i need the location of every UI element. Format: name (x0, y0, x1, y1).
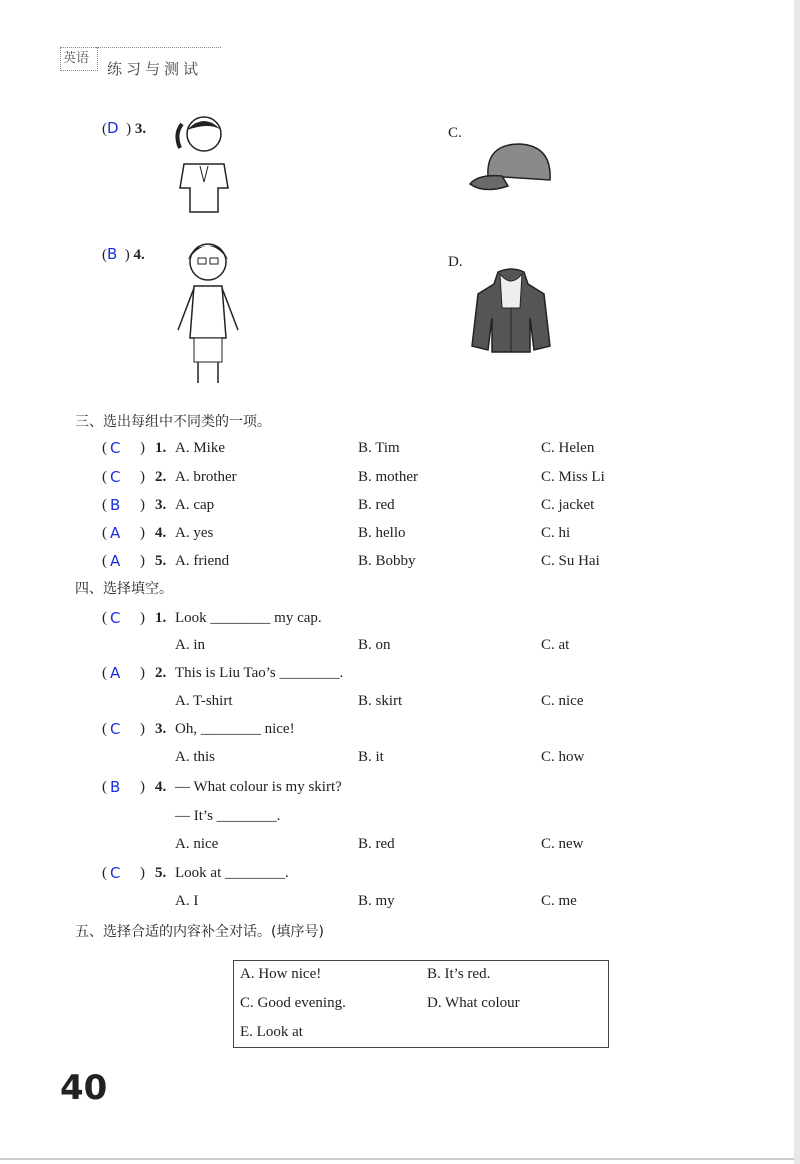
item-number: 4. (133, 247, 145, 263)
option-a: A. Mike (175, 440, 225, 456)
word-bank-option: B. It’s red. (427, 966, 491, 982)
answer: D (107, 119, 119, 137)
question-text: Look ________ my cap. (175, 610, 322, 626)
jacket-icon (470, 268, 552, 356)
option-a: A. friend (175, 553, 230, 569)
option-b: B. Tim (358, 440, 400, 456)
header-title: 练习与测试 (107, 60, 203, 78)
paren-close: ) (140, 497, 145, 513)
answer: B (110, 496, 121, 514)
item-number: 1. (155, 610, 167, 626)
option-a: A. in (175, 637, 205, 653)
option-c: C. nice (541, 693, 584, 709)
question-text: Look at ________. (175, 865, 289, 881)
option-b: B. mother (358, 469, 418, 485)
option-c: C. Miss Li (541, 469, 605, 485)
answer: A (110, 552, 121, 570)
question-text: — It’s ________. (175, 808, 281, 824)
page-bottom-edge (0, 1158, 800, 1160)
answer: A (110, 664, 121, 682)
answer: C (110, 439, 121, 457)
word-bank-option: C. Good evening. (240, 995, 346, 1011)
question-text: — What colour is my skirt? (175, 779, 342, 795)
paren-open: ( (102, 497, 107, 513)
paren-open: ( (102, 610, 107, 626)
answer: A (110, 524, 121, 542)
item-number: 3. (134, 121, 147, 137)
option-c: C. how (541, 749, 585, 765)
item-number: 4. (155, 525, 167, 541)
option-c-label: C. (448, 125, 462, 141)
section5-heading: 五、选择合适的内容补全对话。(填序号) (75, 924, 324, 940)
girl-glasses-icon (172, 238, 242, 390)
picture-item-3: (D ) 3. (102, 119, 147, 137)
paren-open: ( (102, 665, 107, 681)
item-number: 5. (155, 865, 167, 881)
option-c: C. new (541, 836, 584, 852)
item-number: 3. (155, 721, 167, 737)
option-c: C. me (541, 893, 577, 909)
paren-close: ) (140, 779, 145, 795)
paren-open: ( (102, 440, 107, 456)
item-number: 2. (155, 665, 167, 681)
cap-icon (468, 140, 554, 196)
option-c: C. hi (541, 525, 571, 541)
paren-open: ( (102, 553, 107, 569)
answer: C (110, 609, 121, 627)
paren-close: ) (140, 610, 145, 626)
option-b: B. my (358, 893, 395, 909)
option-b: B. skirt (358, 693, 403, 709)
option-c: C. jacket (541, 497, 595, 513)
item-number: 1. (155, 440, 167, 456)
option-a: A. this (175, 749, 216, 765)
item-number: 3. (155, 497, 167, 513)
word-bank-option: D. What colour (427, 995, 520, 1011)
girl-ponytail-icon (170, 112, 238, 216)
option-b: B. on (358, 637, 391, 653)
word-bank-option: E. Look at (240, 1024, 303, 1040)
paren-open: ( (102, 865, 107, 881)
option-a: A. nice (175, 836, 219, 852)
option-b: B. it (358, 749, 384, 765)
paren-close: ) (140, 553, 145, 569)
paren-close: ) (140, 525, 145, 541)
item-number: 4. (155, 779, 167, 795)
answer: C (110, 468, 121, 486)
answer: B (107, 245, 118, 263)
section4-heading: 四、选择填空。 (75, 581, 173, 597)
item-number: 2. (155, 469, 167, 485)
answer: C (110, 864, 121, 882)
paren-close: ) (140, 865, 145, 881)
answer: C (110, 720, 121, 738)
option-c: C. at (541, 637, 570, 653)
paren-close: ) (140, 440, 145, 456)
option-a: A. cap (175, 497, 215, 513)
option-b: B. hello (358, 525, 406, 541)
question-text: Oh, ________ nice! (175, 721, 295, 737)
paren-close: ) (140, 469, 145, 485)
header-subject: 英语 (63, 51, 90, 66)
paren-open: ( (102, 469, 107, 485)
paren-close: ) (140, 665, 145, 681)
page-right-edge (794, 0, 800, 1164)
header-dotted-line (96, 47, 221, 48)
picture-item-4: (B ) 4. (102, 245, 145, 263)
paren-open: ( (102, 525, 107, 541)
option-b: B. Bobby (358, 553, 416, 569)
word-bank-option: A. How nice! (240, 966, 322, 982)
option-c: C. Su Hai (541, 553, 600, 569)
option-b: B. red (358, 836, 395, 852)
option-b: B. red (358, 497, 395, 513)
paren-open: ( (102, 779, 107, 795)
item-number: 5. (155, 553, 167, 569)
option-c: C. Helen (541, 440, 595, 456)
page-number: 40 (60, 1068, 108, 1108)
paren-open: ( (102, 721, 107, 737)
option-d-label: D. (448, 254, 463, 270)
answer: B (110, 778, 121, 796)
question-text: This is Liu Tao’s ________. (175, 665, 344, 681)
section3-heading: 三、选出每组中不同类的一项。 (75, 414, 271, 430)
option-a: A. yes (175, 525, 214, 541)
option-a: A. T-shirt (175, 693, 233, 709)
option-a: A. brother (175, 469, 237, 485)
option-a: A. I (175, 893, 199, 909)
paren-close: ) (140, 721, 145, 737)
